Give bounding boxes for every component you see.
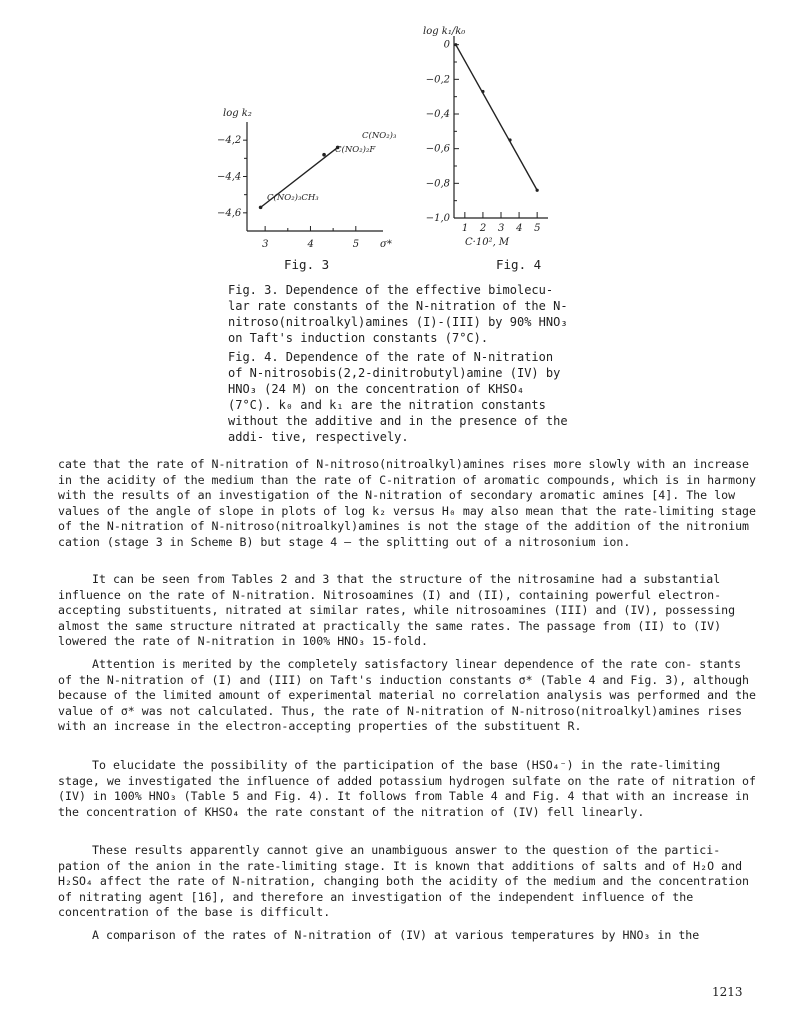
fig3-caption: Fig. 3. Dependence of the effective bimolecu- lar rate constants of the N-nitration of the N-nitroso(nitroalkyl)amines (I)-(III) by 90% HNO₃ on Taft's induction constants (7°C). xyxy=(228,283,568,345)
paragraph-6: A comparison of the rates of N-nitration of (IV) at various temperatures by HNO₃ in the xyxy=(92,928,700,942)
figure-4 xyxy=(405,22,565,252)
fig4-y-axis-label: log k₁/k₀ xyxy=(423,26,466,37)
fig4-caption: Fig. 4. Dependence of the rate of N-nitration of N-nitrosobis(2,2-dinitrobutyl)amine (IV) by HNO₃ (24 M) on the concentration of KHSO₄ (7°C). k₀ and k₁ are the nitration constants without the additive and in the presence of the addi- tive, respectively. xyxy=(228,350,568,444)
fig4-data-point xyxy=(454,43,457,46)
fig4-x-ticks xyxy=(462,212,541,234)
fig3-plot xyxy=(215,100,397,260)
fig3-y-tick-label: −4,4 xyxy=(217,171,242,183)
fig3-y-tick-label: −4,2 xyxy=(217,135,242,147)
fig4-y-tick-label: −0,4 xyxy=(425,109,450,120)
paragraph-5: These results apparently cannot give an unambiguous answer to the question of the partici- pation of the anion in the rate-limiting stage. It is known that additions of salts and of H₂O and H₂SO₄ affect the rate of N-nitration, changing both the acidity of the medium and the concentration of nitrating agent [16], and therefore an investigation of the independent influence of the concentration of the base is difficult. xyxy=(58,843,750,920)
figure-3 xyxy=(215,100,397,260)
paragraph-1: cate that the rate of N-nitration of N-nitroso(nitroalkyl)amines rises more slowly with an increase in the acidity of the medium than the rate of C-nitration of aromatic compounds, which is in harmony with the results of an investigation of the N-nitration of secondary aromatic amines [4]. The low values of the angle of slope in plots of log k₂ versus H₀ may also mean that the rate-limiting stage of the N-nitration of N-nitroso(nitroalkyl)amines is not the stage of the addition of the nitronium cation (stage 3 in Scheme B) but stage 4 — the splitting out of a nitrosonium ion. xyxy=(58,457,757,549)
fig3-data-point xyxy=(259,206,263,210)
fig3-x-axis-label: σ* xyxy=(380,239,392,250)
fig3-annot-no2-3: C(NO₂)₃ xyxy=(362,131,397,141)
fig4-x-tick-label: 5 xyxy=(534,223,541,234)
fig3-annot-ch3: C(NO₂)₃CH₃ xyxy=(267,193,319,203)
fig4-data-point xyxy=(536,189,539,192)
fig4-y-tick-label: −0,6 xyxy=(425,143,450,155)
fig4-y-tick-label: 0 xyxy=(443,39,450,51)
fig3-x-tick-label: 5 xyxy=(352,239,360,250)
fig4-x-tick-label: 2 xyxy=(479,223,487,234)
fig3-x-tick-label: 4 xyxy=(307,239,314,250)
fig3-data-point xyxy=(322,153,326,157)
fig4-data-point xyxy=(481,90,484,93)
fig4-x-axis-label: C·10², M xyxy=(465,237,510,248)
paragraph-4: To elucidate the possibility of the participation of the base (HSO₄⁻) in the rate-limiting stage, we investigated the influence of added potassium hydrogen sulfate on the rate of nitration of (IV) in 100% HNO₃ (Table 5 and Fig. 4). It follows from Table 4 and Fig. 4 that with an increase in the concentration of KHSO₄ the rate constant of the nitration of (IV) fell linearly. xyxy=(58,758,757,819)
fig4-label: Fig. 4 xyxy=(496,257,542,272)
paragraph-3: Attention is merited by the completely satisfactory linear dependence of the rate con- stants of the N-nitration of (I) and (III) on Taft's induction constants σ* (Table 4 and Fig. 3), although because of the limited amount of experimental material no correlation analysis was performed and the value of σ* was not calculated. Thus, the rate of N-nitration of N-nitroso(nitroalkyl)amines rises with an increase in the electron-accepting properties of the substituent R. xyxy=(58,657,757,734)
fig4-y-tick-label: −0,8 xyxy=(425,178,450,190)
fig3-annot-f: C(NO₂)₂F xyxy=(335,145,376,155)
fig3-y-axis-label: log k₂ xyxy=(223,108,252,119)
fig3-x-ticks xyxy=(262,226,359,250)
fig4-x-tick-label: 1 xyxy=(461,223,469,234)
fig4-y-tick-label: −0,2 xyxy=(425,74,450,86)
fig3-y-ticks xyxy=(217,135,247,219)
fig4-y-tick-label: −1,0 xyxy=(425,213,450,224)
fig4-plot xyxy=(405,22,565,252)
fig3-label: Fig. 3 xyxy=(284,257,330,272)
fig3-y-tick-label: −4,6 xyxy=(217,207,242,219)
page-number: 1213 xyxy=(712,985,743,999)
fig4-data-point xyxy=(508,138,511,141)
fig4-x-tick-label: 3 xyxy=(498,223,505,234)
fig4-series-line xyxy=(456,45,537,191)
fig4-x-tick-label: 4 xyxy=(516,223,523,234)
paragraph-2: It can be seen from Tables 2 and 3 that the structure of the nitrosamine had a substantial influence on the rate of N-nitration. Nitrosoamines (I) and (II), containing powerful electron-accepting substituents, nitrated at similar rates, while nitrosoamines (III) and (IV), possessing almost the same structure nitrated at practically the same rates. The passage from (II) to (IV) lowered the rate of N-nitration in 100% HNO₃ 15-fold. xyxy=(58,572,736,649)
fig3-x-tick-label: 3 xyxy=(262,239,269,250)
